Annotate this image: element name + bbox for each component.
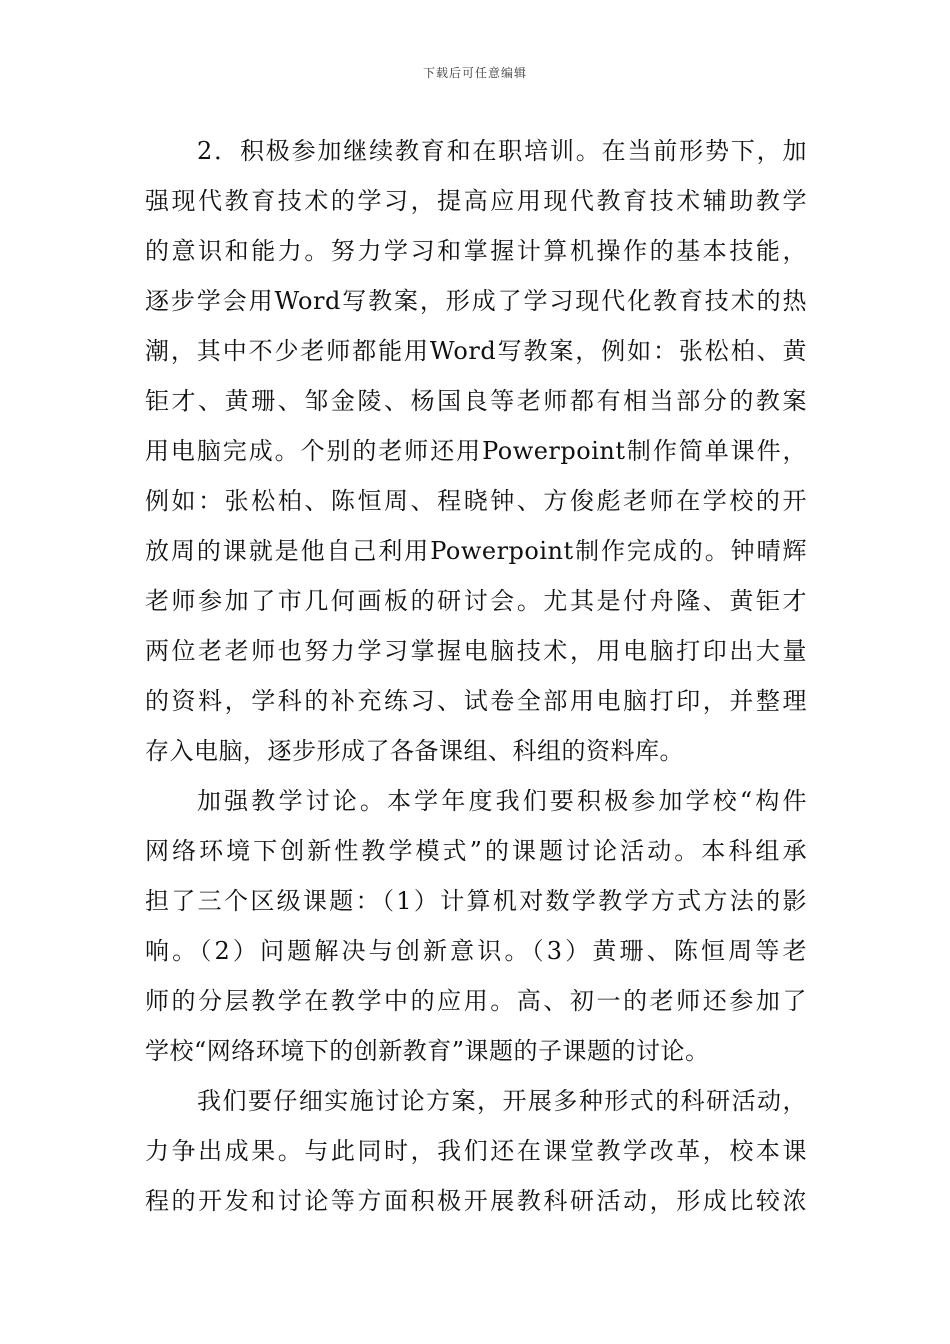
paragraph-line: 师的分层教学在教学中的应用。高、初一的老师还参加了	[145, 987, 807, 1015]
paragraph-line: 力争出成果。与此同时，我们还在课堂教学改革，校本课	[145, 1137, 807, 1165]
paragraph-line: 的意识和能力。努力学习和掌握计算机操作的基本技能，	[145, 237, 807, 265]
paragraph-line: 程的开发和讨论等方面积极开展教科研活动，形成比较浓	[145, 1187, 807, 1215]
paragraph-line: 例如：张松柏、陈恒周、程晓钟、方俊彪老师在学校的开	[145, 487, 807, 515]
paragraph-line: 我们要仔细实施讨论方案，开展多种形式的科研活动，	[197, 1087, 807, 1115]
paragraph-training	[145, 126, 807, 776]
paragraph-line: 两位老老师也努力学习掌握电脑技术，用电脑打印出大量	[145, 637, 807, 665]
paragraph-line: 2．积极参加继续教育和在职培训。在当前形势下，加	[197, 137, 807, 165]
page-header: 下载后可任意编辑	[422, 66, 527, 80]
paragraph-implementation	[145, 1076, 807, 1226]
paragraph-line: 担了三个区级课题：（1）计算机对数学教学方式方法的影	[145, 887, 807, 915]
paragraph-line: 响。（2）问题解决与创新意识。（3）黄珊、陈恒周等老	[145, 937, 807, 965]
paragraph-line: 网络环境下创新性教学模式”的课题讨论活动。本科组承	[145, 837, 807, 865]
paragraph-line: 钜才、黄珊、邹金陵、杨国良等老师都有相当部分的教案	[145, 387, 807, 415]
paragraph-line: 用电脑完成。个别的老师还用Powerpoint制作简单课件，	[145, 437, 807, 465]
paragraph-line: 存入电脑，逐步形成了各备课组、科组的资料库。	[145, 737, 684, 765]
paragraph-line: 潮，其中不少老师都能用Word写教案，例如：张松柏、黄	[145, 337, 807, 365]
paragraph-line: 加强教学讨论。本学年度我们要积极参加学校“构件	[197, 787, 807, 815]
paragraph-line: 放周的课就是他自己利用Powerpoint制作完成的。钟晴辉	[145, 537, 807, 565]
paragraph-line: 老师参加了市几何画板的研讨会。尤其是付舟隆、黄钜才	[145, 587, 807, 615]
paragraph-line: 学校“网络环境下的创新教育”课题的子课题的讨论。	[145, 1037, 710, 1065]
paragraph-line: 强现代教育技术的学习，提高应用现代教育技术辅助教学	[145, 187, 807, 215]
paragraph-line: 的资料，学科的补充练习、试卷全部用电脑打印，并整理	[145, 687, 807, 715]
paragraph-line: 逐步学会用Word写教案，形成了学习现代化教育技术的热	[145, 287, 807, 315]
paragraph-research	[145, 776, 807, 1076]
document-body	[145, 126, 807, 1226]
